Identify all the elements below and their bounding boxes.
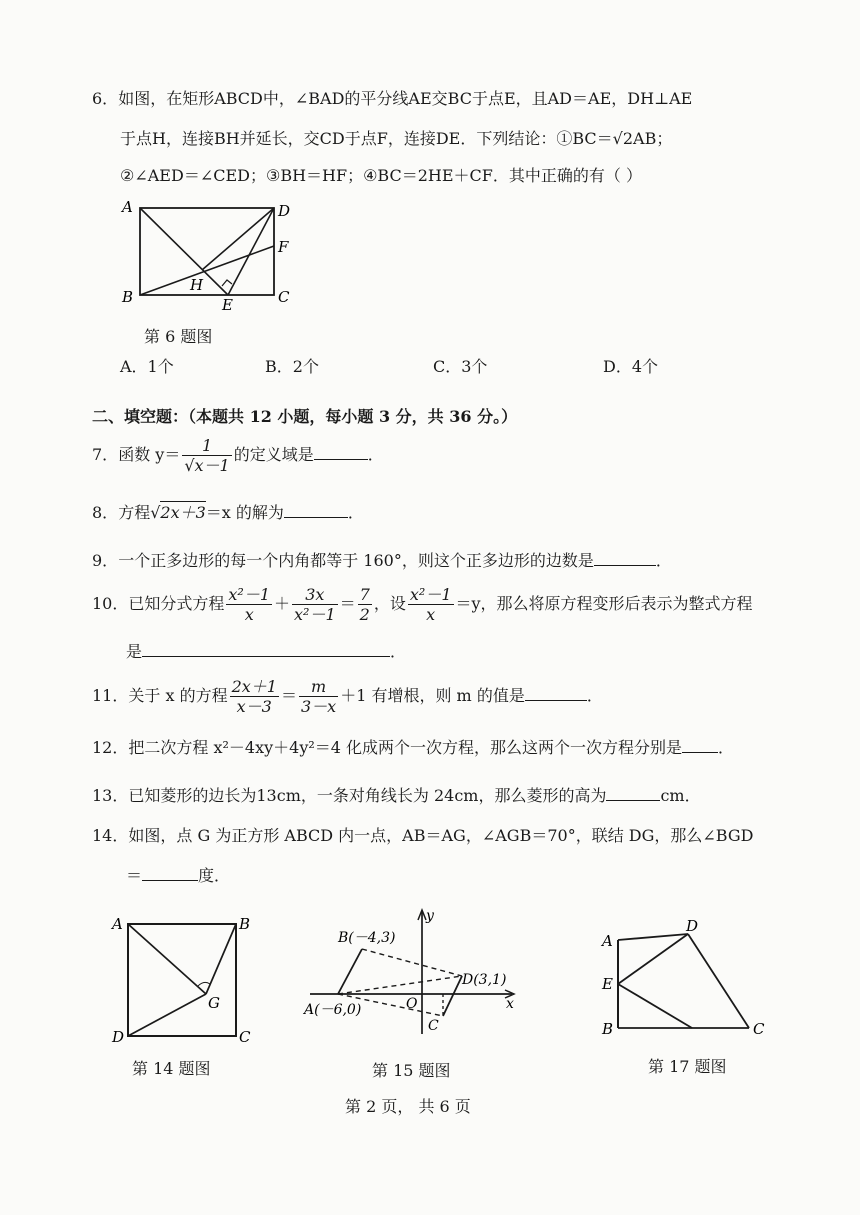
q14-line1	[92, 825, 753, 847]
q13-unit: cm．	[660, 786, 701, 805]
q11-number: 11．	[92, 686, 129, 705]
q10-pre: 已知分式方程	[128, 594, 225, 613]
q14-text: 如图，点 G 为正方形 ABCD 内一点，AB＝AG，∠AGB＝70°，联结 DG，那么∠BGD	[128, 826, 754, 845]
q6-label-e: E	[222, 296, 233, 312]
q7-fraction	[182, 436, 231, 475]
fig15-label-d: D(3,1)	[462, 972, 507, 988]
q6-option-d: D．4个	[603, 357, 659, 376]
page-footer: 第 2 页， 共 6 页	[345, 1097, 471, 1116]
fig15-label-b: B(－4,3)	[338, 930, 396, 946]
q10-frac3	[358, 585, 372, 624]
q10-frac3-num: 7	[359, 585, 370, 604]
q12-answer-blank[interactable]	[682, 736, 718, 753]
fig15-label-c: C	[428, 1018, 439, 1034]
q6-figure-caption: 第 6 题图	[144, 327, 213, 346]
q9-text: 一个正多边形的每一个内角都等于 160°，则这个正多边形的边数是	[118, 551, 594, 570]
q6-label-f: F	[278, 238, 289, 256]
q7-frac-num: 1	[182, 436, 231, 456]
q8-radicand: 2x＋3	[160, 503, 206, 522]
fig15-label-a: A(－6,0)	[304, 1002, 362, 1018]
q10-number: 10．	[92, 594, 129, 613]
q10-frac1-den: x	[244, 605, 254, 624]
q10-line1	[92, 584, 753, 624]
q6-label-d: D	[278, 202, 291, 220]
q11-post: ＋1 有增根，则 m 的值是	[340, 686, 525, 705]
q13-text: 已知菱形的边长为13cm，一条对角线长为 24cm，那么菱形的高为	[128, 786, 607, 805]
q14-number: 14．	[92, 826, 129, 845]
fig14-label-a: A	[112, 915, 123, 933]
figure-17	[596, 918, 776, 1038]
q11-frac2-den: 3－x	[300, 697, 337, 716]
q11-pre: 关于 x 的方程	[128, 686, 228, 705]
fig15-label-x: x	[506, 996, 514, 1012]
q10-line2-text: 是	[126, 642, 143, 661]
q10-frac2	[292, 585, 338, 624]
q11-frac1	[230, 677, 279, 716]
figure-14-caption: 第 14 题图	[132, 1059, 211, 1078]
q6-option-c: C．3个	[433, 357, 488, 376]
q13-number: 13．	[92, 786, 129, 805]
q6-figure	[118, 196, 298, 312]
fig17-label-a: A	[602, 932, 613, 950]
q9-number: 9．	[92, 551, 119, 570]
q11-frac1-den: x－3	[236, 697, 272, 716]
q12: 12．把二次方程 x²－4xy＋4y²＝4 化成两个一次方程，那么这两个一次方程分别是 ．	[92, 738, 735, 757]
fig17-label-c: C	[753, 1020, 765, 1038]
fig17-label-b: B	[602, 1020, 614, 1038]
q6-line1	[92, 88, 692, 110]
q14-answer-blank[interactable]	[142, 864, 198, 881]
q14-line2	[126, 864, 230, 887]
fig15-label-y: y	[426, 908, 434, 924]
fig15-label-o: O	[406, 996, 418, 1012]
q8-answer-blank[interactable]	[284, 501, 348, 518]
section-title: 二、填空题：（本题共 12 小题，每小题 3 分，共 36 分。）	[92, 407, 518, 426]
q6-text-line2: 于点H，连接BH并延长，交CD于点F，连接DE．下列结论：①BC＝√2AB；	[120, 129, 673, 148]
q6-option-b: B．2个	[265, 357, 319, 376]
q6-label-h: H	[190, 276, 204, 294]
q11-eq: ＝	[280, 686, 297, 705]
q10-frac4	[408, 585, 454, 624]
q7-post: 的定义域是	[233, 445, 314, 464]
q14-unit: 度．	[198, 866, 231, 885]
q10-frac1-num: x²－1	[228, 585, 271, 604]
q8-pre: 方程	[118, 503, 151, 522]
q12-number: 12．	[92, 738, 129, 757]
fig14-label-b: B	[239, 915, 251, 933]
q11-answer-blank[interactable]	[525, 684, 587, 701]
q7: 7．函数 y＝ $\frac{1}{√x-1}$ 的定义域是 ．	[92, 436, 384, 475]
figure-14	[108, 914, 258, 1044]
q8-number: 8．	[92, 503, 119, 522]
q9-answer-blank[interactable]	[594, 549, 656, 566]
q14-eq: ＝	[126, 866, 143, 885]
q10-frac2-den: x²－1	[294, 605, 336, 624]
q9: 9．一个正多边形的每一个内角都等于 160°，则这个正多边形的边数是 ．	[92, 551, 672, 570]
q10-answer-blank[interactable]	[142, 640, 390, 657]
q7-number: 7．	[92, 445, 119, 464]
q13	[92, 784, 701, 807]
q10-frac2-num: 3x	[292, 585, 338, 605]
q6-text-line1: 如图，在矩形ABCD中，∠BAD的平分线AE交BC于点E，且AD＝AE，DH⊥AE	[118, 89, 693, 108]
figure-15	[300, 904, 530, 1039]
q10-plus: ＋	[274, 594, 291, 613]
q6-label-c: C	[278, 288, 290, 306]
q10-frac1	[226, 585, 272, 624]
fig17-label-d: D	[686, 918, 699, 935]
q10-frac3-den: 2	[359, 605, 370, 624]
fig14-label-c: C	[239, 1028, 251, 1044]
q11-frac1-num: 2x＋1	[231, 677, 277, 696]
q10-eq: ＝	[339, 594, 356, 613]
q6-option-a: A．1个	[120, 357, 174, 376]
q12-text: 把二次方程 x²－4xy＋4y²＝4 化成两个一次方程，那么这两个一次方程分别是	[128, 738, 683, 757]
q11-frac2	[299, 677, 338, 716]
q6-text-line3: ②∠AED＝∠CED；③BH＝HF；④BC＝2HE＋CF．其中正确的有（ ）	[120, 166, 642, 185]
q13-answer-blank[interactable]	[606, 784, 660, 801]
fig14-label-d: D	[112, 1028, 125, 1044]
q8-mid: ＝x 的解为	[205, 503, 284, 522]
figure-15-caption: 第 15 题图	[372, 1061, 451, 1080]
figure-17-caption: 第 17 题图	[648, 1057, 727, 1076]
q8: 8．方程√2x＋3＝x 的解为 ．	[92, 503, 364, 522]
q7-answer-blank[interactable]	[314, 443, 368, 460]
q10-post: ＝y，那么将原方程变形后表示为整式方程	[455, 594, 753, 613]
q7-pre: 函数 y＝	[118, 445, 181, 464]
q11: 11．关于 x 的方程 $\frac{2x+1}{x-3}$ ＝ $\frac{m}{3-x}$ ＋1 有增根，则 m 的值是 ．	[92, 677, 603, 716]
q10-frac4-num: x²－1	[409, 585, 452, 604]
fig14-label-g: G	[208, 994, 220, 1012]
q6-label-b: B	[122, 288, 134, 306]
q7-frac-den: √x－1	[184, 456, 230, 475]
fig17-label-e: E	[602, 975, 613, 993]
q11-frac2-num: m	[299, 677, 338, 697]
q6-number: 6．	[92, 89, 119, 108]
q6-label-a: A	[122, 198, 133, 216]
q10-frac4-den: x	[426, 605, 436, 624]
q10-mid: ，设	[373, 594, 406, 613]
q10-line2: 是 ．	[126, 642, 407, 661]
